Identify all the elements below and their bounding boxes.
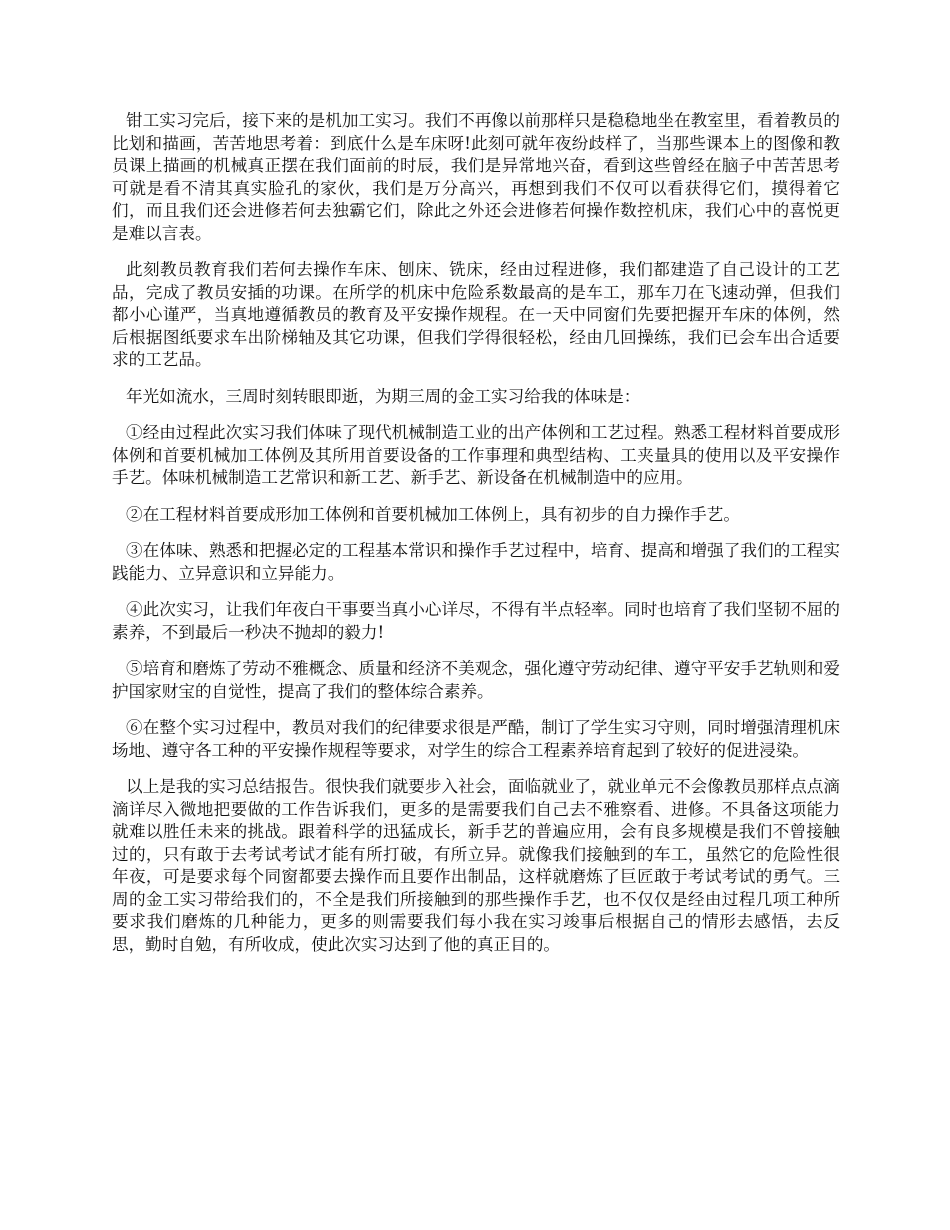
- paragraph-1: 钳工实习完后，接下来的是机加工实习。我们不再像以前那样只是稳稳地坐在教室里，看着教员的比划和描画，苦苦地思考着：到底什么是车床呀!此刻可就年夜纷歧样了，当那些课本上的图像和教员课上描画的机械真正摆在我们面前的时辰，我们是异常地兴奋，看到这些曾经在脑子中苦苦思考可就是看不清其真实脸孔的家伙，我们是万分高兴，再想到我们不仅可以看获得它们，摸得着它们，而且我们还会进修若何去独霸它们，除此之外还会进修若何操作数控机床，我们心中的喜悦更是难以言表。: [112, 111, 840, 243]
- paragraph-9: ⑥在整个实习过程中，教员对我们的纪律要求很是严酷，制订了学生实习守则，同时增强清理机床场地、遵守各工种的平安操作规程等要求，对学生的综合工程素养培育起到了较好的促进浸染。: [112, 718, 840, 760]
- paragraph-4: ①经由过程此次实习我们体味了现代机械制造工业的出产体例和工艺过程。熟悉工程材料首要成形体例和首要机械加工体例及其所用首要设备的工作事理和典型结构、工夹量具的使用以及平安操作手艺。体味机械制造工艺常识和新工艺、新手艺、新设备在机械制造中的应用。: [112, 423, 840, 487]
- paragraph-7: ④此次实习，让我们年夜白干事要当真小心详尽，不得有半点轻率。同时也培育了我们坚韧不屈的素养，不到最后一秒决不抛却的毅力!: [112, 600, 840, 642]
- paragraph-10: 以上是我的实习总结报告。很快我们就要步入社会，面临就业了，就业单元不会像教员那样点点滴滴详尽入微地把要做的工作告诉我们，更多的是需要我们自己去不雅察看、进修。不具备这项能力就难以胜任未来的挑战。跟着科学的迅猛成长，新手艺的普遍应用，会有良多规模是我们不曾接触过的，只有敢于去考试考试才能有所打破，有所立异。就像我们接触到的车工，虽然它的危险性很年夜，可是要求每个同窗都要去操作而且要作出制品，这样就磨炼了巨匠敢于考试考试的勇气。三周的金工实习带给我们的，不全是我们所接触到的那些操作手艺，也不仅仅是经由过程几项工种所要求我们磨炼的几种能力，更多的则需要我们每小我在实习竣事后根据自己的情形去感悟，去反思，勤时自勉，有所收成，使此次实习达到了他的真正目的。: [112, 777, 840, 954]
- document-body: [112, 110, 840, 970]
- paragraph-3: 年光如流水，三周时刻转眼即逝，为期三周的金工实习给我的体味是：: [126, 386, 641, 406]
- paragraph-5: ②在工程材料首要成形加工体例和首要机械加工体例上，具有初步的自力操作手艺。: [126, 504, 740, 524]
- paragraph-6: ③在体味、熟悉和把握必定的工程基本常识和操作手艺过程中，培育、提高和增强了我们的工程实践能力、立异意识和立异能力。: [112, 541, 840, 583]
- paragraph-8: ⑤培育和磨炼了劳动不雅概念、质量和经济不美观念，强化遵守劳动纪律、遵守平安手艺轨则和爱护国家财宝的自觉性，提高了我们的整体综合素养。: [112, 659, 840, 701]
- paragraph-2: 此刻教员教育我们若何去操作车床、刨床、铣床，经由过程进修，我们都建造了自己设计的工艺品，完成了教员安插的功课。在所学的机床中危险系数最高的是车工，那车刀在飞速动弹，但我们都小心谨严，当真地遵循教员的教育及平安操作规程。在一天中同窗们先要把握开车床的体例，然后根据图纸要求车出阶梯轴及其它功课，但我们学得很轻松，经由几回操练，我们已会车出合适要求的工艺品。: [112, 260, 840, 369]
